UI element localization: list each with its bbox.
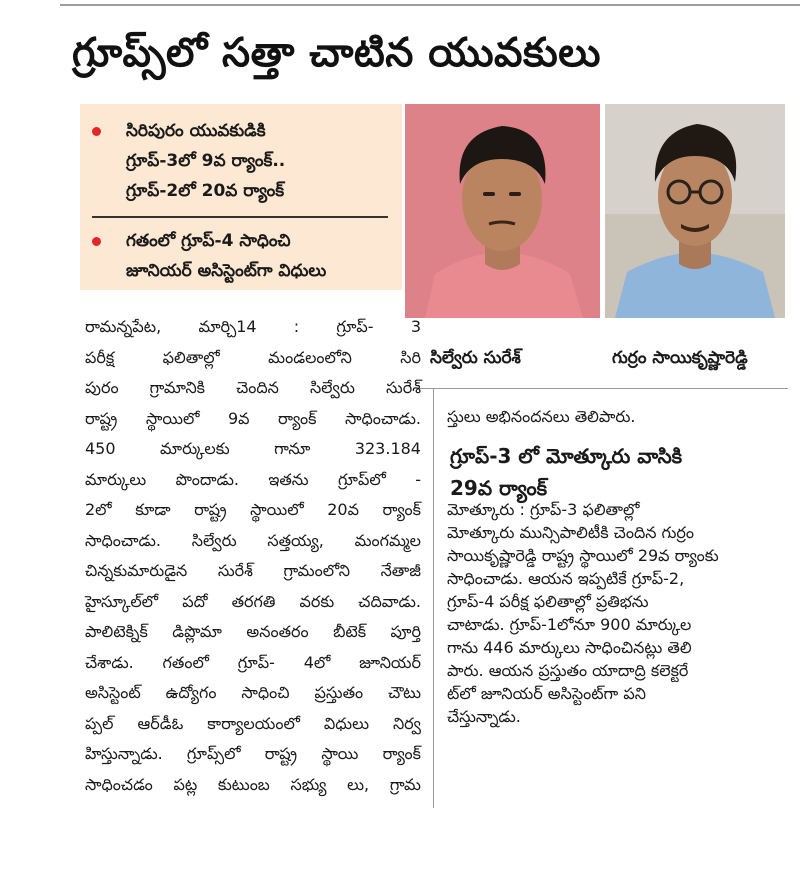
highlight-line: గ్రూప్-2లో 20వ ర్యాంక్ (126, 181, 285, 201)
body-line: పారు. ఆయన ప్రస్తుతం యాదాద్రి కలెక్టరే (447, 661, 689, 680)
article-2-body (447, 500, 782, 730)
bullet-icon (92, 127, 101, 136)
body-line: సాధించాడు. ఆయన ఇప్పటికే గ్రూప్-2, (447, 569, 685, 588)
photo-caption: గుర్రం సాయికృష్ణారెడ్డి (612, 348, 748, 368)
headline: గ్రూప్స్‌లో సత్తా చాటిన యువకులు (72, 30, 601, 76)
body-line: సాధించాడు. సిల్వేరు సత్తయ్య, మంగమ్మల (85, 530, 421, 550)
highlight-line: జూనియర్ అసిస్టెంట్‌గా విధులు (126, 261, 327, 281)
body-line: చేశాడు. గతంలో గ్రూప్- 4లో జూనియర్ (85, 652, 421, 672)
highlight-line: గ్రూప్-3లో 9వ ర్యాంక్.. (126, 151, 286, 171)
body-line: సాధించడం పట్ల కుటుంబ సభ్యు లు, గ్రామ (85, 774, 421, 794)
body-line: చేస్తున్నాడు. (447, 707, 521, 726)
body-line: హిస్తున్నాడు. గ్రూప్స్‌లో రాష్ట్ర స్థాయి ర్యాంక్ (85, 744, 421, 763)
heading-line: గ్రూప్-3 లో మోత్కూరు వాసికి (450, 444, 683, 468)
body-line: పాలిటెక్నిక్ డిప్లొమా అనంతరం బీటెక్ పూర్తి (85, 622, 421, 641)
body-line: మార్కులు పొందాడు. ఇతను గ్రూప్‌లో - (85, 469, 421, 489)
body-line: అసిస్టెంట్ ఉద్యోగం సాధించి ప్రస్తుతం చౌటు (85, 683, 421, 702)
body-line: మోత్కూరు : గ్రూప్-3 ఫలితాల్లో (447, 500, 640, 519)
body-line: రాష్ట్ర స్థాయిలో 9వ ర్యాంక్ సాధించాడు. (85, 408, 421, 428)
caption-divider (418, 388, 788, 389)
body-line: పురం గ్రామానికి చెందిన సిల్వేరు సురేశ్ (85, 378, 421, 397)
heading-line: 29వ ర్యాంక్ (450, 476, 548, 500)
highlight-item (92, 116, 392, 206)
body-line: హైస్కూల్‌లో పదో తరగతి వరకు చదివాడు. (85, 591, 421, 611)
portrait-photo-suresh (405, 104, 600, 318)
portrait-photo-saikrishna (605, 104, 785, 318)
body-line: సాయికృష్ణారెడ్డి రాష్ట్ర స్థాయిలో 29వ ర్యాంకు (447, 546, 719, 565)
body-line: చాటాడు. గ్రూప్-1లోనూ 900 మార్కుల (447, 615, 692, 634)
bullet-icon (92, 237, 101, 246)
highlight-divider (92, 216, 388, 218)
body-line: మోత్కూరు మున్సిపాలిటీకి చెందిన గుర్రం (447, 523, 695, 542)
highlights-box (80, 104, 402, 290)
body-line: చిన్నకుమారుడైన సురేశ్ గ్రామంలోని నేతాజీ (85, 561, 421, 580)
body-line: ట్‌లో జూనియర్ అసిస్టెంట్‌గా పని (447, 684, 646, 703)
article-2-heading (450, 440, 682, 504)
top-rule (60, 4, 800, 6)
body-line: 2లో కూడా రాష్ట్ర స్థాయిలో 20వ ర్యాంక్ (85, 500, 421, 519)
body-line: పరీక్ష ఫలితాల్లో మండలంలోని సిరి (85, 347, 421, 367)
highlight-item (92, 226, 392, 286)
photo-caption: సిల్వేరు సురేశ్ (430, 348, 521, 368)
body-line: గాను 446 మార్కులు సాధించినట్లు తెలి (447, 638, 692, 657)
article-1-body (85, 312, 421, 800)
column-divider (433, 388, 434, 808)
body-line: రామన్నపేట, మార్చి14 : గ్రూప్- 3 (85, 317, 421, 336)
article-1-continuation (447, 402, 782, 433)
body-line: ప్పల్ ఆర్‌డీఓ కార్యాలయంలో విధులు నిర్వ (85, 713, 421, 733)
highlight-line: గతంలో గ్రూప్-4 సాధించి (126, 231, 291, 251)
body-line: గ్రూప్-4 పరీక్ష ఫలితాల్లో ప్రతిభను (447, 592, 649, 611)
body-line: స్తులు అభినందనలు తెలిపారు. (447, 407, 636, 426)
highlight-line: సిరిపురం యువకుడికి (126, 121, 266, 141)
body-line: 450 మార్కులకు గానూ 323.184 (85, 439, 421, 458)
